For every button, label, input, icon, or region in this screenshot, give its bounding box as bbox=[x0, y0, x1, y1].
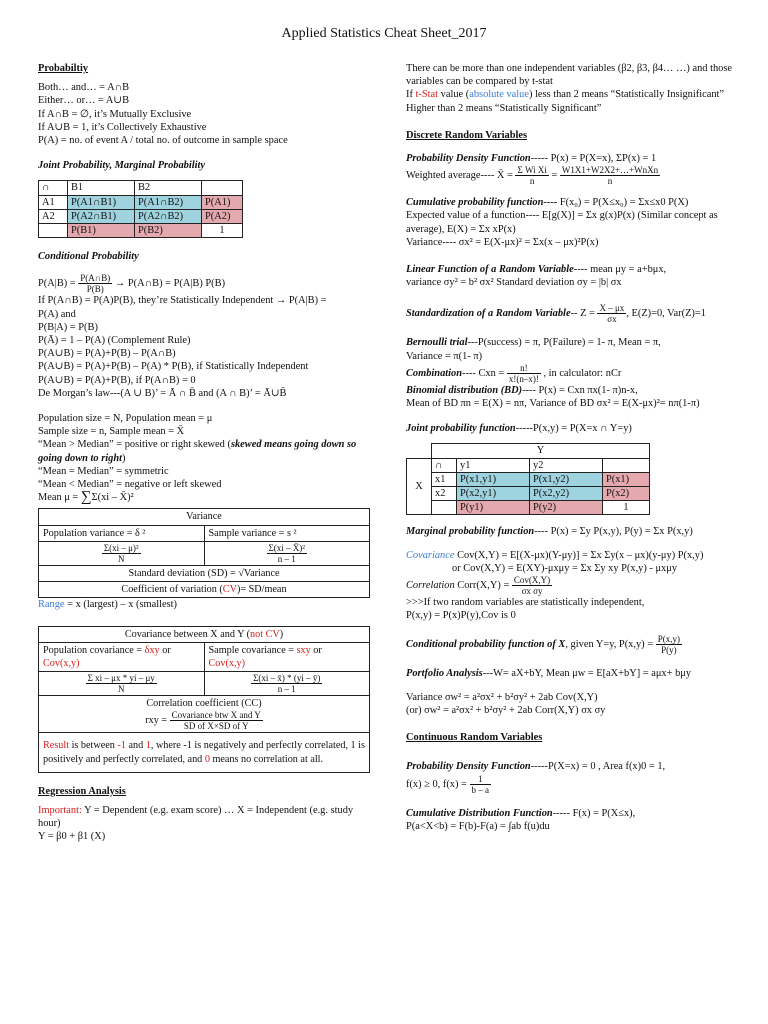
sd-row: Standard deviation (SD) = √Variance bbox=[39, 565, 370, 581]
formula-text: P(A|B) = bbox=[38, 278, 76, 290]
fraction bbox=[470, 774, 492, 795]
text: -- Z = bbox=[570, 308, 598, 320]
continuous-cdf-line bbox=[406, 807, 736, 820]
intro-line bbox=[406, 88, 736, 101]
table-cell: P(x2,y2) bbox=[530, 487, 603, 501]
numerator: n! bbox=[507, 363, 541, 374]
pop-variance-formula bbox=[39, 541, 205, 565]
text: , given Y=y, P(x,y) = bbox=[565, 639, 656, 651]
text: ---- Cxn = bbox=[462, 367, 507, 379]
independence-line: >>>If two random variables are statistically independent, bbox=[406, 597, 645, 609]
page-title: Applied Statistics Cheat Sheet_2017 bbox=[281, 26, 487, 41]
table-cell: B2 bbox=[135, 181, 202, 195]
prob-line: Either… or… = A∪B bbox=[38, 95, 130, 107]
cond-line: P(B|A) = P(B) bbox=[38, 321, 98, 333]
text: t-Stat bbox=[415, 89, 439, 101]
text: Coefficient of variation ( bbox=[121, 584, 223, 596]
fraction bbox=[507, 363, 541, 384]
text: Important: bbox=[38, 804, 82, 816]
text: ---- P(x) = Cxn πx(1- π)n-x, bbox=[522, 384, 638, 396]
sample-covariance-formula bbox=[204, 672, 370, 696]
conditional-probability-heading: Conditional Probability bbox=[38, 251, 139, 263]
text: Range bbox=[38, 599, 65, 611]
table-cell: P(A1) bbox=[202, 195, 243, 209]
text: ----- P(x) = P(X=x), ΣP(x) = 1 bbox=[530, 153, 657, 165]
text: Cov(X,Y) = E[(X-μx)(Y-μy)] = Σx Σy(x – μx)(y-μy) P(x,y) bbox=[454, 549, 704, 561]
text: Combination bbox=[406, 367, 463, 379]
text: Probability Density Function bbox=[406, 153, 531, 165]
text: ---- mean μy = a+bμx, bbox=[573, 264, 667, 276]
text: skewed means going down so going down to right bbox=[38, 439, 357, 464]
text: , where -1 is negatively and perfectly correlated, 1 is positively and perfectly correlated, and bbox=[43, 740, 365, 765]
fraction bbox=[267, 543, 307, 564]
fraction bbox=[170, 710, 263, 731]
text: F(x₀) = P(X≤x₀) = Σx≤x0 P(X) bbox=[557, 197, 689, 209]
table-cell: P(A2∩B2) bbox=[135, 209, 202, 223]
text: Y = Dependent (e.g. exam score) … X = Independent (e.g. study hour) bbox=[38, 804, 354, 830]
text: Binomial distribution (BD) bbox=[406, 384, 523, 396]
joint-probability-function-line bbox=[406, 422, 736, 435]
text: 1 bbox=[145, 740, 151, 752]
pop-covariance-label bbox=[39, 642, 205, 671]
text: δxy bbox=[144, 644, 160, 656]
text: , in calculator: nCr bbox=[540, 367, 622, 379]
fraction bbox=[597, 303, 626, 324]
table-cell: P(y2) bbox=[530, 501, 603, 515]
linear-function-line bbox=[406, 263, 736, 276]
regression-heading: Regression Analysis bbox=[38, 785, 126, 797]
table-cell bbox=[39, 224, 68, 238]
marginal-line bbox=[406, 525, 736, 538]
fraction bbox=[78, 273, 112, 294]
text: means no correlation at all. bbox=[209, 753, 324, 765]
text: )= SD/mean bbox=[236, 584, 287, 596]
text: -1 bbox=[117, 740, 126, 752]
text: ---W= aX+bY, Mean μw = E[aX+bY] = aμx+ bμy bbox=[482, 668, 692, 680]
table-cell: y2 bbox=[530, 458, 603, 472]
text: ) bbox=[122, 452, 126, 464]
numerator: P(A∩B) bbox=[80, 273, 111, 284]
numerator: Σ Wi Xi bbox=[517, 165, 547, 176]
table-cell: P(A2∩B1) bbox=[68, 209, 135, 223]
table-cell: P(y1) bbox=[457, 501, 530, 515]
text: Corr(X,Y) = bbox=[454, 579, 512, 591]
correlation-coefficient-cell bbox=[39, 696, 370, 733]
covariance-line bbox=[406, 549, 736, 562]
table-cell: P(x2) bbox=[603, 487, 650, 501]
portfolio-variance-line: (or) σw² = a²σx² + b²σy² + 2ab Corr(X,Y) σx σy bbox=[406, 704, 606, 716]
intro-line: There can be more than one independent variables (β2, β3, β4… …) and those variables can be compared by t-stat bbox=[406, 63, 733, 88]
sample-covariance-label bbox=[204, 642, 370, 671]
table-cell: y1 bbox=[457, 458, 530, 472]
expected-value-line: Expected value of a function---- E[g(X)] = Σx g(x)P(x) (Similar concept as average), E(X) = Σx xP(x) bbox=[406, 210, 718, 235]
numerator: 1 bbox=[470, 774, 492, 785]
denominator: σx σy bbox=[521, 586, 543, 597]
skew-left-line: “Mean < Median” = negative or left skewed bbox=[38, 479, 222, 491]
cond-line: If P(A∩B) = P(A)P(B), they’re Statistically Independent → P(A|B) = bbox=[38, 295, 327, 307]
numerator: Σ(xi – X̄)² bbox=[268, 542, 305, 553]
regression-equation: Y = β0 + β1 (X) bbox=[38, 831, 106, 843]
table-cell bbox=[432, 501, 457, 515]
combination-line bbox=[406, 363, 736, 384]
standardization-line bbox=[406, 303, 736, 324]
text: or bbox=[310, 644, 322, 656]
joint-xy-table bbox=[406, 443, 650, 515]
sample-variance-formula bbox=[204, 541, 370, 565]
independence-line: P(x,y) = P(x)P(y),Cov is 0 bbox=[406, 610, 516, 622]
text: Cov(x,y) bbox=[208, 657, 246, 669]
table-cell: P(A1∩B2) bbox=[135, 195, 202, 209]
covariance-line: or Cov(X,Y) = E(XY)-μxμy = Σx Σy xy P(x,y) - μxμy bbox=[452, 562, 678, 574]
text: = bbox=[548, 170, 560, 182]
table-cell: P(A2) bbox=[202, 209, 243, 223]
table-cell: P(A1∩B1) bbox=[68, 195, 135, 209]
text: f(x) ≥ 0, f(x) = bbox=[406, 778, 470, 790]
text: Portfolio Analysis bbox=[406, 668, 483, 680]
text: Conditional probability function of X bbox=[406, 639, 566, 651]
text: ----- F(x) = P(X≤x), bbox=[552, 807, 636, 819]
denominator: N bbox=[117, 553, 125, 564]
binomial-line: Mean of BD πn = E(X) = nπ, Variance of BD σx² = E(X-μx)²= nπ(1-π) bbox=[406, 398, 700, 410]
text: and bbox=[125, 740, 146, 752]
table-cell bbox=[202, 181, 243, 195]
portfolio-line bbox=[406, 667, 736, 680]
table-cell bbox=[603, 458, 650, 472]
numerator: X – μx bbox=[599, 303, 625, 314]
fraction bbox=[515, 165, 548, 186]
fraction bbox=[656, 634, 682, 655]
text: Result bbox=[43, 740, 70, 752]
text: Σ(xi – X̄)² bbox=[91, 492, 134, 504]
text: = x (largest) – x (smallest) bbox=[64, 599, 177, 611]
fraction bbox=[102, 543, 141, 564]
x-label: X bbox=[407, 458, 432, 515]
denominator: n – 1 bbox=[277, 684, 296, 695]
text: is between bbox=[69, 740, 118, 752]
text: Correlation bbox=[406, 579, 455, 591]
text: Cov(x,y) bbox=[43, 657, 80, 669]
text: ---P(success) = π, P(Failure) = 1- π, Mean = π, bbox=[467, 337, 661, 349]
text: Probability Density Function bbox=[406, 761, 531, 773]
binomial-line bbox=[406, 384, 736, 397]
text: Standardization of a Random Variable bbox=[406, 308, 571, 320]
cond-line: P(A) and bbox=[38, 308, 76, 320]
text: Sample covariance = bbox=[208, 644, 297, 656]
numerator: Covariance btw X and Y bbox=[171, 710, 261, 721]
variance-table bbox=[38, 508, 370, 598]
continuous-pdf-line bbox=[406, 774, 736, 795]
cdf-line bbox=[406, 196, 736, 209]
left-column bbox=[38, 62, 370, 844]
cond-line: P(A∪B) = P(A)+P(B) – P(A) * P(B), if Statistically Independent bbox=[38, 361, 309, 373]
fraction bbox=[86, 673, 157, 694]
text: CV bbox=[222, 584, 237, 596]
conditional-function-line bbox=[406, 634, 736, 655]
formula-text: → P(A∩B) = P(A|B) P(B) bbox=[114, 278, 226, 290]
denominator: x!(n–x)! bbox=[508, 373, 539, 384]
table-cell: 1 bbox=[603, 501, 650, 515]
variance-line: Variance---- σx² = E(X-μx)² = Σx(x – μx)²P(x) bbox=[406, 236, 599, 248]
text: value ( bbox=[438, 89, 470, 101]
table-cell: B1 bbox=[68, 181, 135, 195]
continuous-pdf-line bbox=[406, 760, 736, 773]
table-cell: P(x1,y1) bbox=[457, 472, 530, 486]
variance-header: Variance bbox=[39, 509, 370, 525]
prob-line: Both… and… = A∩B bbox=[38, 82, 130, 94]
covariance-table bbox=[38, 626, 370, 773]
sample-variance-label: Sample variance = s ² bbox=[204, 525, 370, 541]
symmetric-line: “Mean = Median” = symmetric bbox=[38, 465, 169, 477]
continuous-cdf-line: P(a<X<b) = F(b)-F(a) = ∫ab f(u)du bbox=[406, 820, 550, 832]
mean-formula bbox=[38, 491, 370, 504]
joint-probability-heading: Joint Probability, Marginal Probability bbox=[38, 160, 206, 172]
text: Mean μ = bbox=[38, 492, 81, 504]
table-cell: P(B2) bbox=[135, 224, 202, 238]
cv-row bbox=[39, 582, 370, 598]
table-cell: x1 bbox=[432, 472, 457, 486]
numerator: Σ(xi – μ)² bbox=[103, 542, 139, 553]
text: ) less than 2 means “Statistically Insignificant” bbox=[528, 89, 725, 101]
conditional-formula bbox=[38, 273, 370, 294]
cc-title: Correlation coefficient (CC) bbox=[146, 698, 262, 710]
denominator: P(B) bbox=[86, 284, 104, 295]
correlation-line bbox=[406, 575, 736, 596]
denominator: n bbox=[529, 176, 535, 187]
numerator: Cov(X,Y) bbox=[513, 575, 551, 586]
text: Population covariance = bbox=[43, 644, 145, 656]
table-cell: P(x1) bbox=[603, 472, 650, 486]
text: Cumulative probability function---- bbox=[406, 197, 558, 209]
table-cell: P(x2,y1) bbox=[457, 487, 530, 501]
portfolio-variance-line: Variance σw² = a²σx² + b²σy² + 2ab Cov(X,Y) bbox=[406, 691, 598, 703]
pop-covariance-formula bbox=[39, 672, 205, 696]
text: Covariance bbox=[406, 549, 455, 561]
prob-line: If A∩B = ∅, it’s Mutually Exclusive bbox=[38, 108, 192, 120]
intro-line: Higher than 2 means “Statistically Significant” bbox=[406, 102, 602, 114]
table-cell: 1 bbox=[202, 224, 243, 238]
table-cell: P(x1,y2) bbox=[530, 472, 603, 486]
pop-line: Sample size = n, Sample mean = X̄ bbox=[38, 426, 185, 438]
denominator: SD of X×SD of Y bbox=[183, 721, 249, 732]
right-column bbox=[406, 62, 736, 833]
denominator: P(y) bbox=[661, 645, 677, 656]
table-cell: ∩ bbox=[39, 181, 68, 195]
skew-right-line bbox=[38, 438, 370, 464]
table-cell: A1 bbox=[39, 195, 68, 209]
covariance-header bbox=[39, 626, 370, 642]
text: -----P(X=x) = 0 , Area f(x)0 = 1, bbox=[530, 761, 666, 773]
denominator: N bbox=[117, 684, 125, 695]
text: ) bbox=[279, 628, 284, 640]
text: Weighted average---- X̄ = bbox=[406, 170, 516, 182]
probability-heading: Probabiltiy bbox=[38, 63, 89, 74]
prob-line: If A∪B = 1, it’s Collectively Exhaustive bbox=[38, 121, 207, 133]
text: , E(Z)=0, Var(Z)=1 bbox=[626, 308, 706, 320]
discrete-heading: Discrete Random Variables bbox=[406, 129, 528, 141]
numerator: Σ xi – μx * yi – μy bbox=[87, 673, 155, 684]
continuous-heading: Continuous Random Variables bbox=[406, 732, 543, 744]
table-cell: P(B1) bbox=[68, 224, 135, 238]
fraction bbox=[251, 673, 322, 694]
text: Linear Function of a Random Variable bbox=[406, 264, 574, 276]
text: ---- P(x) = Σy P(x,y), P(y) = Σx P(x,y) bbox=[534, 526, 693, 538]
cond-line: P(A∪B) = P(A)+P(B), if P(A∩B) = 0 bbox=[38, 374, 196, 386]
text: absolute value bbox=[469, 89, 529, 101]
denominator: σx bbox=[607, 314, 617, 325]
pop-variance-label: Population variance = δ ² bbox=[39, 525, 205, 541]
text: Marginal probability function bbox=[406, 526, 535, 538]
cond-line: P(Ā) = 1 – P(A) (Complement Rule) bbox=[38, 335, 191, 347]
text: Cumulative Distribution Function bbox=[406, 807, 553, 819]
bernoulli-line: Variance = π(1- π) bbox=[406, 350, 483, 362]
text: -----P(x,y) = P(X=x ∩ Y=y) bbox=[515, 423, 632, 435]
pop-line: Population size = N, Population mean = μ bbox=[38, 413, 213, 425]
text: If bbox=[406, 89, 416, 101]
correlation-result-cell bbox=[39, 733, 370, 772]
text: not CV bbox=[250, 628, 280, 640]
fraction bbox=[560, 165, 660, 186]
sum-icon: ∑ bbox=[80, 491, 92, 505]
text: sxy bbox=[296, 644, 311, 656]
numerator: Σ(xi – x̄) * (yi – ȳ) bbox=[253, 673, 321, 684]
denominator: n – 1 bbox=[277, 553, 296, 564]
denominator: b – a bbox=[471, 784, 489, 795]
table-cell: ∩ bbox=[432, 458, 457, 472]
cond-line: P(A∪B) = P(A)+P(B) – P(A∩B) bbox=[38, 348, 176, 360]
text: 0 bbox=[204, 753, 210, 765]
text: Covariance between X and Y ( bbox=[124, 628, 250, 640]
cc-formula bbox=[43, 710, 365, 731]
numerator: W1X1+W2X2+…+WnXn bbox=[561, 165, 659, 176]
text: Bernoulli trial bbox=[406, 337, 468, 349]
text: rxy = bbox=[145, 715, 170, 727]
range-line bbox=[38, 598, 370, 611]
y-label: Y bbox=[432, 444, 650, 458]
bernoulli-line bbox=[406, 336, 736, 349]
table-cell: A2 bbox=[39, 209, 68, 223]
linear-function-line: variance σy² = b² σx² Standard deviation σy = |b| σx bbox=[406, 277, 622, 289]
regression-line bbox=[38, 804, 370, 830]
joint-probability-table bbox=[38, 180, 243, 238]
cond-line: De Morgan’s law---(A ∪ B)’ = Ā ∩ B̄ and (A ∩ B)’ = Ā∪B̄ bbox=[38, 387, 287, 399]
text: Joint probability function bbox=[406, 423, 516, 435]
prob-line: P(A) = no. of event A / total no. of outcome in sample space bbox=[38, 135, 288, 147]
weighted-average-line bbox=[406, 165, 736, 186]
fraction bbox=[512, 575, 552, 596]
text: or bbox=[159, 644, 171, 656]
denominator: n bbox=[607, 176, 613, 187]
pdf-line bbox=[406, 152, 736, 165]
text: “Mean > Median” = positive or right skewed ( bbox=[38, 439, 231, 451]
numerator: P(x,y) bbox=[657, 634, 680, 645]
table-cell: x2 bbox=[432, 487, 457, 501]
